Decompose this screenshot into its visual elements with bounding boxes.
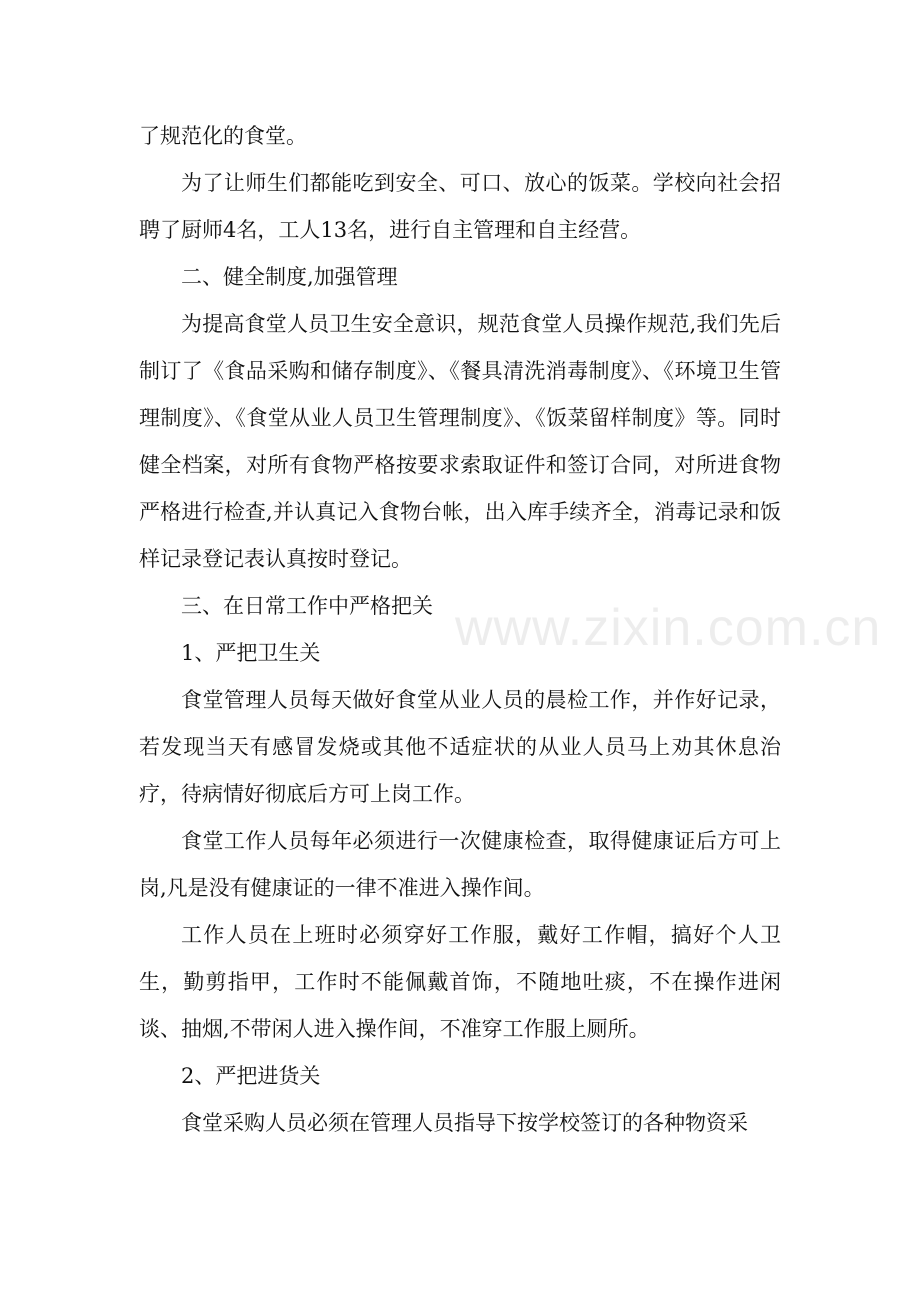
paragraph-morning-check: 食堂管理人员每天做好食堂从业人员的晨检工作，并作好记录，若发现当天有感冒发烧或其他不适症状的从业人员马上劝其休息治疗，待病情好彻底后方可上岗工作。 (139, 688, 781, 806)
paragraph-work-attire: 工作人员在上班时必须穿好工作服，戴好工作帽，搞好个人卫生，勤剪指甲，工作时不能佩戴首饰，不随地吐痰，不在操作进闲谈、抽烟,不带闲人进入操作间，不准穿工作服上厕所。 (139, 923, 781, 1041)
paragraph-health-check: 食堂工作人员每年必须进行一次健康检查，取得健康证后方可上岗,凡是没有健康证的一律不准进入操作间。 (139, 829, 781, 900)
paragraph-regulations: 为提高食堂人员卫生安全意识，规范食堂人员操作规范,我们先后制订了《食品采购和储存制度》、《餐具清洗消毒制度》、《环境卫生管理制度》、《食堂从业人员卫生管理制度》、《饭菜留样制度》等。同时健全档案，对所有食物严格按要求索取证件和签订合同，对所进食物严格进行检查,并认真记入食物台帐，出入库手续齐全，消毒记录和饭样记录登记表认真按时登记。 (139, 312, 781, 571)
section-heading-2: 二、健全制度,加强管理 (181, 265, 398, 289)
section-heading-3: 三、在日常工作中严格把关 (181, 594, 433, 618)
document-body (139, 113, 781, 1147)
subheading-purchasing: 2、严把进货关 (181, 1064, 321, 1088)
paragraph-hiring: 为了让师生们都能吃到安全、可口、放心的饭菜。学校向社会招聘了厨师4名，工人13名，进行自主管理和自主经营。 (139, 171, 781, 242)
subheading-hygiene: 1、严把卫生关 (181, 641, 321, 665)
paragraph-purchasing: 食堂采购人员必须在管理人员指导下按学校签订的各种物资采 (181, 1111, 748, 1135)
paragraph-continuation: 了规范化的食堂。 (139, 124, 307, 148)
watermark: www.zixin.com.cn (455, 599, 882, 657)
